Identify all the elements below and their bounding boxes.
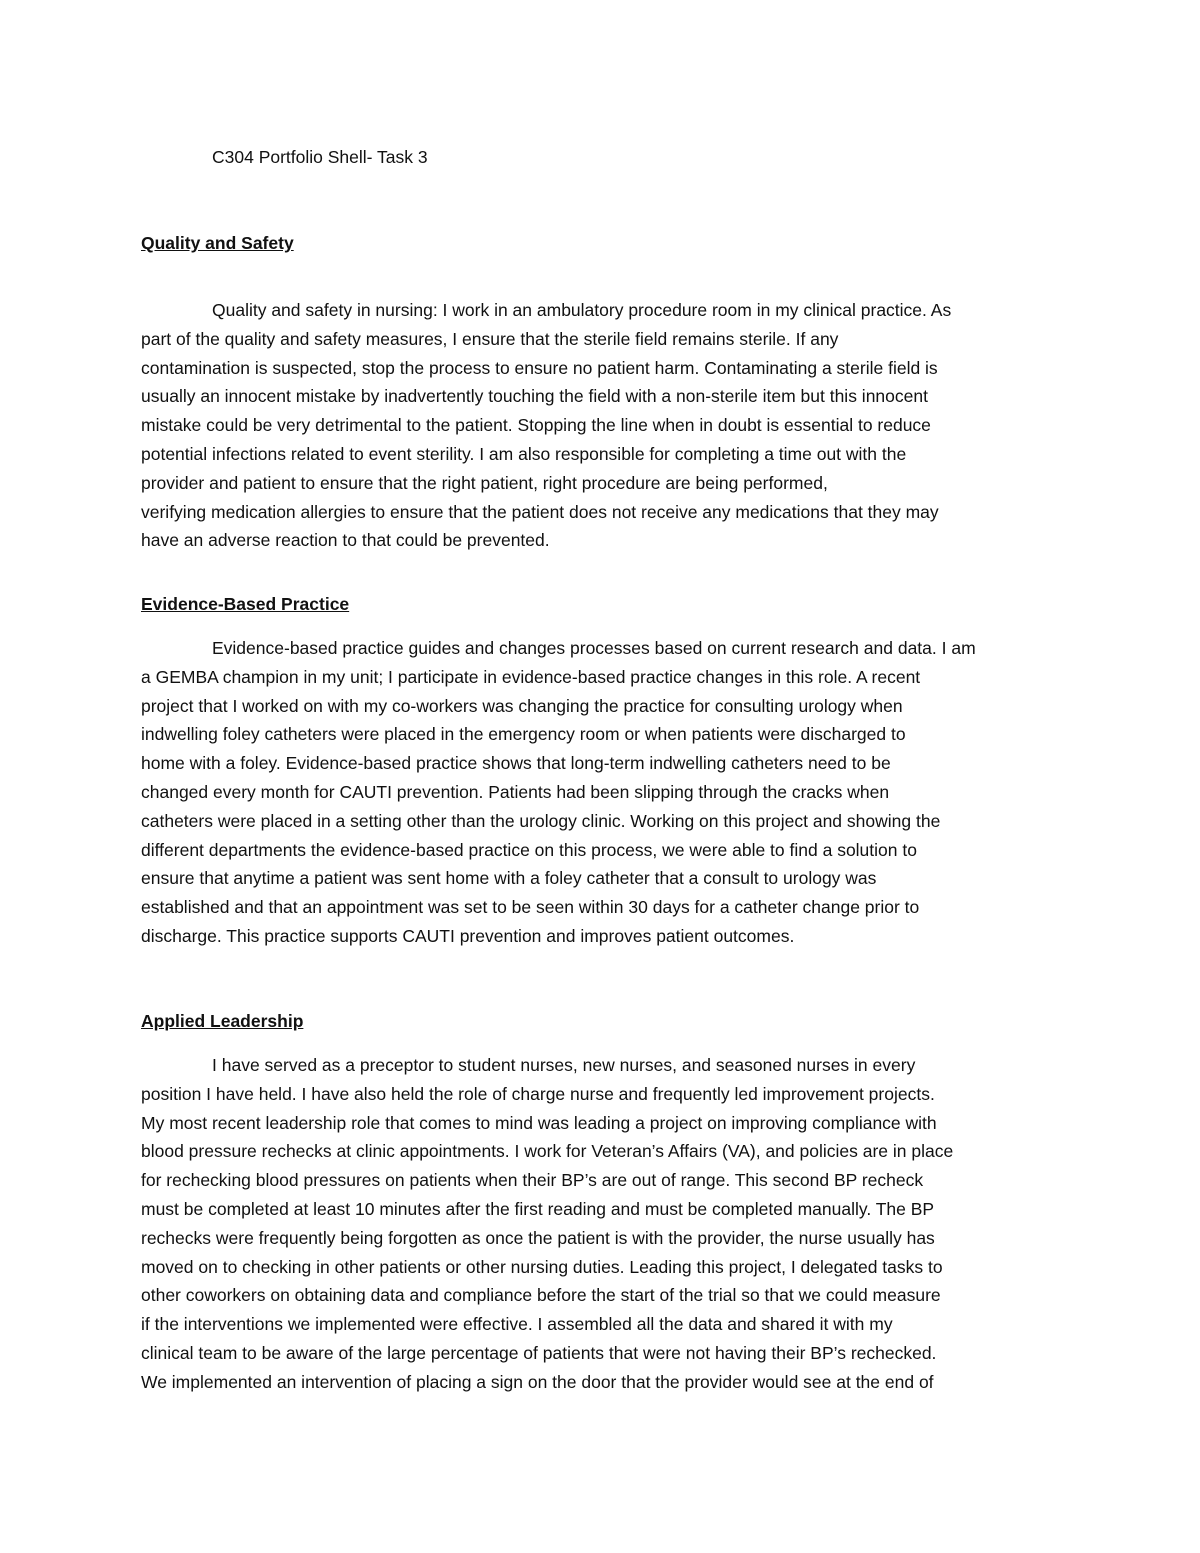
paragraph-line: verifying medication allergies to ensure that the patient does not receive any medications that they may bbox=[141, 501, 939, 522]
paragraph-line: We implemented an intervention of placing a sign on the door that the provider would see at the end of bbox=[141, 1371, 934, 1392]
paragraph-line: provider and patient to ensure that the right patient, right procedure are being performed, bbox=[141, 472, 828, 493]
section-paragraph bbox=[141, 296, 1061, 555]
paragraph-line: different departments the evidence-based practice on this process, we were able to find a solution to bbox=[141, 839, 917, 860]
paragraph-line: mistake could be very detrimental to the patient. Stopping the line when in doubt is essential to reduce bbox=[141, 415, 931, 436]
paragraph-line: moved on to checking in other patients or other nursing duties. Leading this project, I delegated tasks to bbox=[141, 1256, 943, 1277]
paragraph-line: catheters were placed in a setting other than the urology clinic. Working on this project and showing the bbox=[141, 810, 941, 831]
paragraph-line: other coworkers on obtaining data and compliance before the start of the trial so that we could measure bbox=[141, 1285, 941, 1306]
paragraph-line: contamination is suspected, stop the process to ensure no patient harm. Contaminating a sterile field is bbox=[141, 357, 938, 378]
paragraph-line: rechecks were frequently being forgotten as once the patient is with the provider, the nurse usually has bbox=[141, 1227, 935, 1248]
paragraph-line: part of the quality and safety measures, I ensure that the sterile field remains sterile. If any bbox=[141, 328, 839, 349]
paragraph-line: blood pressure rechecks at clinic appointments. I work for Veteran’s Affairs (VA), and policies are in place bbox=[141, 1141, 954, 1162]
paragraph-line: potential infections related to event sterility. I am also responsible for completing a time out with the bbox=[141, 443, 907, 464]
section-heading: Evidence-Based Practice bbox=[141, 594, 350, 614]
paragraph-line: clinical team to be aware of the large percentage of patients that were not having their BP’s rechecked. bbox=[141, 1342, 937, 1363]
paragraph-line: changed every month for CAUTI prevention. Patients had been slipping through the cracks when bbox=[141, 781, 890, 802]
paragraph-line: indwelling foley catheters were placed in the emergency room or when patients were discharged to bbox=[141, 724, 906, 745]
paragraph-line: position I have held. I have also held the role of charge nurse and frequently led improvement projects. bbox=[141, 1083, 935, 1104]
paragraph-line: My most recent leadership role that comes to mind was leading a project on improving compliance with bbox=[141, 1112, 937, 1133]
paragraph-line: if the interventions we implemented were effective. I assembled all the data and shared it with my bbox=[141, 1314, 893, 1335]
paragraph-line: established and that an appointment was set to be seen within 30 days for a catheter change prior to bbox=[141, 897, 920, 918]
paragraph-line: ensure that anytime a patient was sent home with a foley catheter that a consult to urology was bbox=[141, 868, 877, 889]
paragraph-line: must be completed at least 10 minutes after the first reading and must be completed manually. The BP bbox=[141, 1198, 935, 1219]
section-paragraph bbox=[141, 1051, 1061, 1397]
paragraph-line: a GEMBA champion in my unit; I participate in evidence-based practice changes in this role. A recent bbox=[141, 666, 921, 687]
paragraph-line: Evidence-based practice guides and changes processes based on current research and data. I am bbox=[212, 638, 976, 658]
section-paragraph bbox=[141, 634, 1061, 951]
section-applied-leadership bbox=[141, 1010, 1061, 1397]
paragraph-line: usually an innocent mistake by inadvertently touching the field with a non-sterile item but this innocent bbox=[141, 386, 928, 407]
paragraph-line: Quality and safety in nursing: I work in an ambulatory procedure room in my clinical practice. As bbox=[212, 300, 952, 320]
section-heading: Quality and Safety bbox=[141, 233, 294, 253]
section-evidence-based-practice bbox=[141, 593, 1061, 951]
paragraph-line: home with a foley. Evidence-based practice shows that long-term indwelling catheters need to be bbox=[141, 753, 891, 774]
paragraph-line: project that I worked on with my co-workers was changing the practice for consulting urology when bbox=[141, 695, 903, 716]
document-title: C304 Portfolio Shell- Task 3 bbox=[212, 147, 428, 167]
section-heading: Applied Leadership bbox=[141, 1011, 304, 1031]
paragraph-line: discharge. This practice supports CAUTI prevention and improves patient outcomes. bbox=[141, 925, 795, 946]
paragraph-line: I have served as a preceptor to student nurses, new nurses, and seasoned nurses in every bbox=[212, 1055, 916, 1075]
paragraph-line: have an adverse reaction to that could be prevented. bbox=[141, 530, 550, 551]
section-quality-and-safety bbox=[141, 232, 1061, 555]
paragraph-line: for rechecking blood pressures on patients when their BP’s are out of range. This second BP recheck bbox=[141, 1170, 924, 1191]
